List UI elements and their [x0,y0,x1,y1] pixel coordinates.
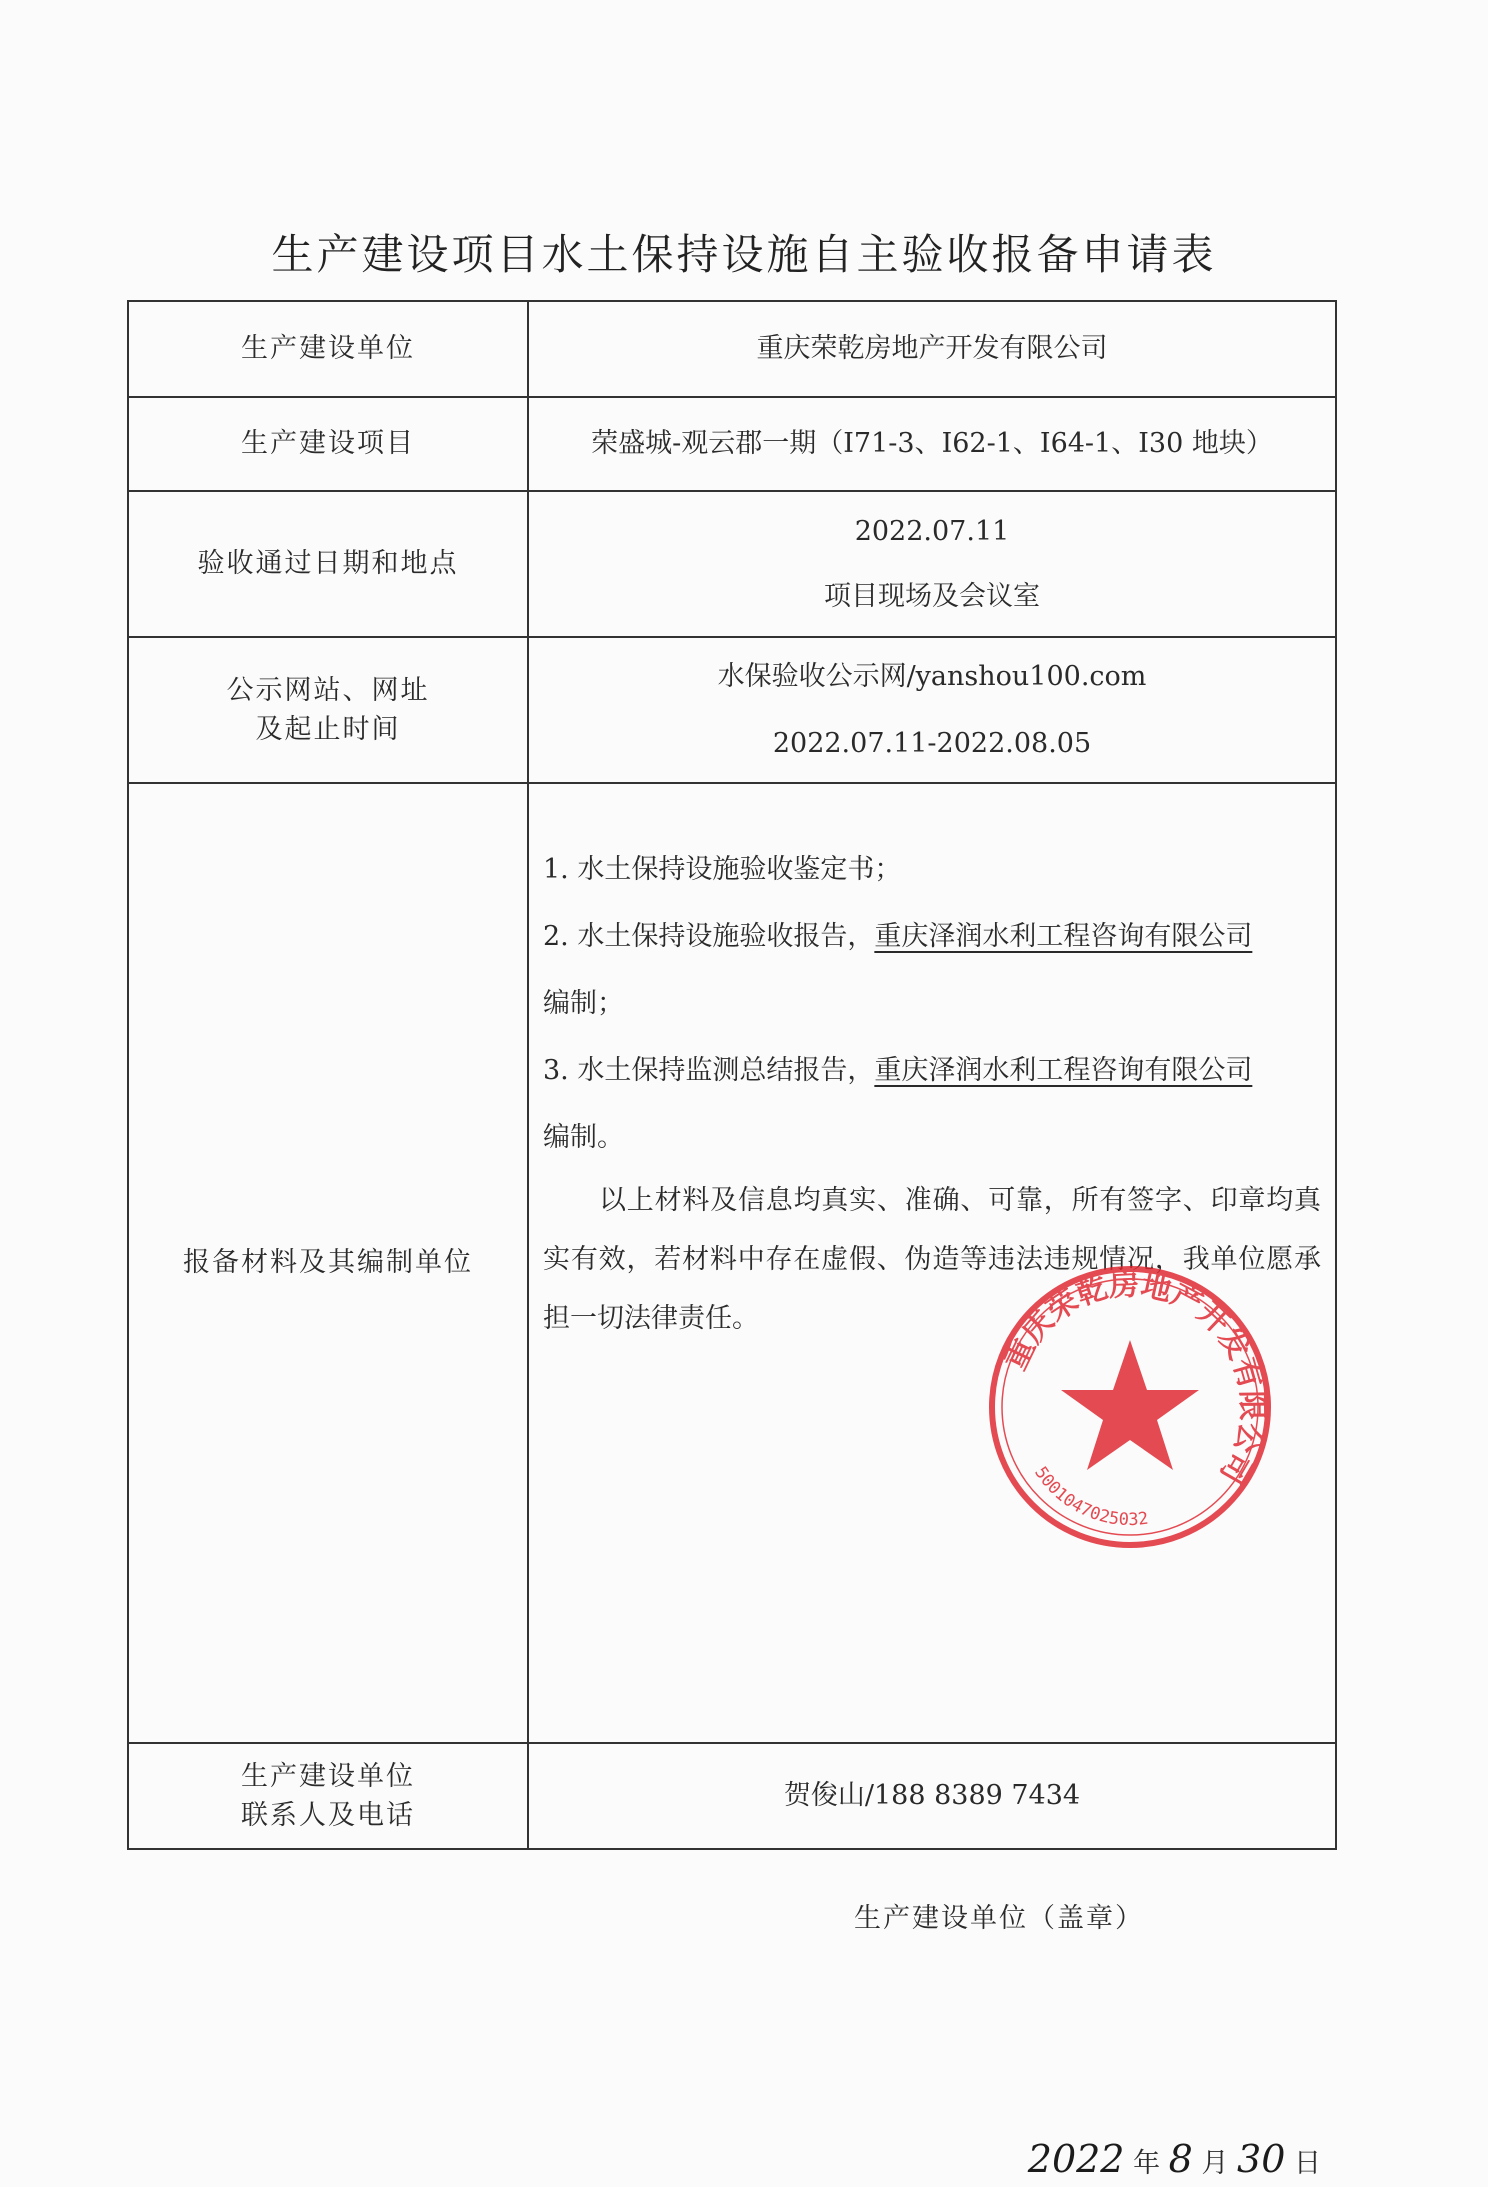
acceptance-place: 项目现场及会议室 [824,581,1040,612]
application-form-table [127,300,1337,2181]
date-day-suffix: 日 [1294,2148,1321,2179]
publicity-period: 2022.07.11-2022.08.05 [772,728,1092,759]
date-month-suffix: 月 [1201,2148,1229,2179]
company-seal-icon [985,1262,1275,1552]
material-item-2-suffix: 编制； [543,988,624,1019]
row-contact [128,1743,1336,1849]
material-item-3-prefix: 3. 水土保持监测总结报告， [543,1055,875,1086]
label-publicity [128,637,528,783]
publicity-site: 水保验收公示网/yanshou100.com [717,660,1147,692]
label-contact-line2: 联系人及电话 [241,1800,415,1831]
svg-text:重庆荣乾房地产开发有限公司: 重庆荣乾房地产开发有限公司 [998,1267,1270,1490]
svg-text:5001047025032: 5001047025032 [1030,1463,1150,1531]
value-contact: 贺俊山/188 8389 7434 [528,1743,1336,1849]
statement-text: 以上材料及信息均真实、准确、可靠，所有签字、印章均真实有效，若材料中存在虚假、伪造等违法违规情况，我单位愿承担一切法律责任。 [543,1185,1321,1334]
material-item-2 [543,903,1321,970]
label-contact [128,1743,528,1849]
label-publicity-line1: 公示网站、网址 [226,674,430,706]
label-construction-project: 生产建设项目 [128,397,528,491]
value-construction-project: 荣盛城-观云郡一期（I71-3、I62-1、I64-1、I30 地块） [528,397,1336,491]
label-construction-unit: 生产建设单位 [128,301,528,397]
material-item-3-suffix: 编制。 [543,1122,624,1153]
label-publicity-line2: 及起止时间 [255,714,401,745]
material-item-2-prefix: 2. 水土保持设施验收报告， [543,921,875,952]
material-item-1: 1. 水土保持设施验收鉴定书； [543,854,902,885]
value-construction-unit: 重庆荣乾房地产开发有限公司 [528,301,1336,397]
value-publicity [528,637,1336,783]
date-year-suffix: 年 [1133,2148,1161,2179]
material-item-3 [543,1037,1321,1104]
value-acceptance [528,491,1336,637]
signature-label: 生产建设单位（盖章） [854,1903,1144,1934]
date-month-handwritten: 8 [1168,2137,1193,2181]
row-acceptance [128,491,1336,637]
row-construction-unit [128,301,1336,397]
row-publicity [128,637,1336,783]
document-title: 生产建设项目水土保持设施自主验收报备申请表 [271,230,1217,279]
material-item-3-org: 重庆泽润水利工程咨询有限公司 [874,1055,1253,1086]
signature-date [1028,2132,1321,2187]
date-day-handwritten: 30 [1237,2137,1286,2181]
date-year-handwritten: 2022 [1027,2137,1125,2181]
acceptance-date: 2022.07.11 [854,515,1010,547]
label-contact-line1: 生产建设单位 [241,1760,415,1792]
label-materials: 报备材料及其编制单位 [128,783,528,1743]
material-item-2-org: 重庆泽润水利工程咨询有限公司 [874,921,1253,952]
row-construction-project [128,397,1336,491]
label-acceptance: 验收通过日期和地点 [128,491,528,637]
